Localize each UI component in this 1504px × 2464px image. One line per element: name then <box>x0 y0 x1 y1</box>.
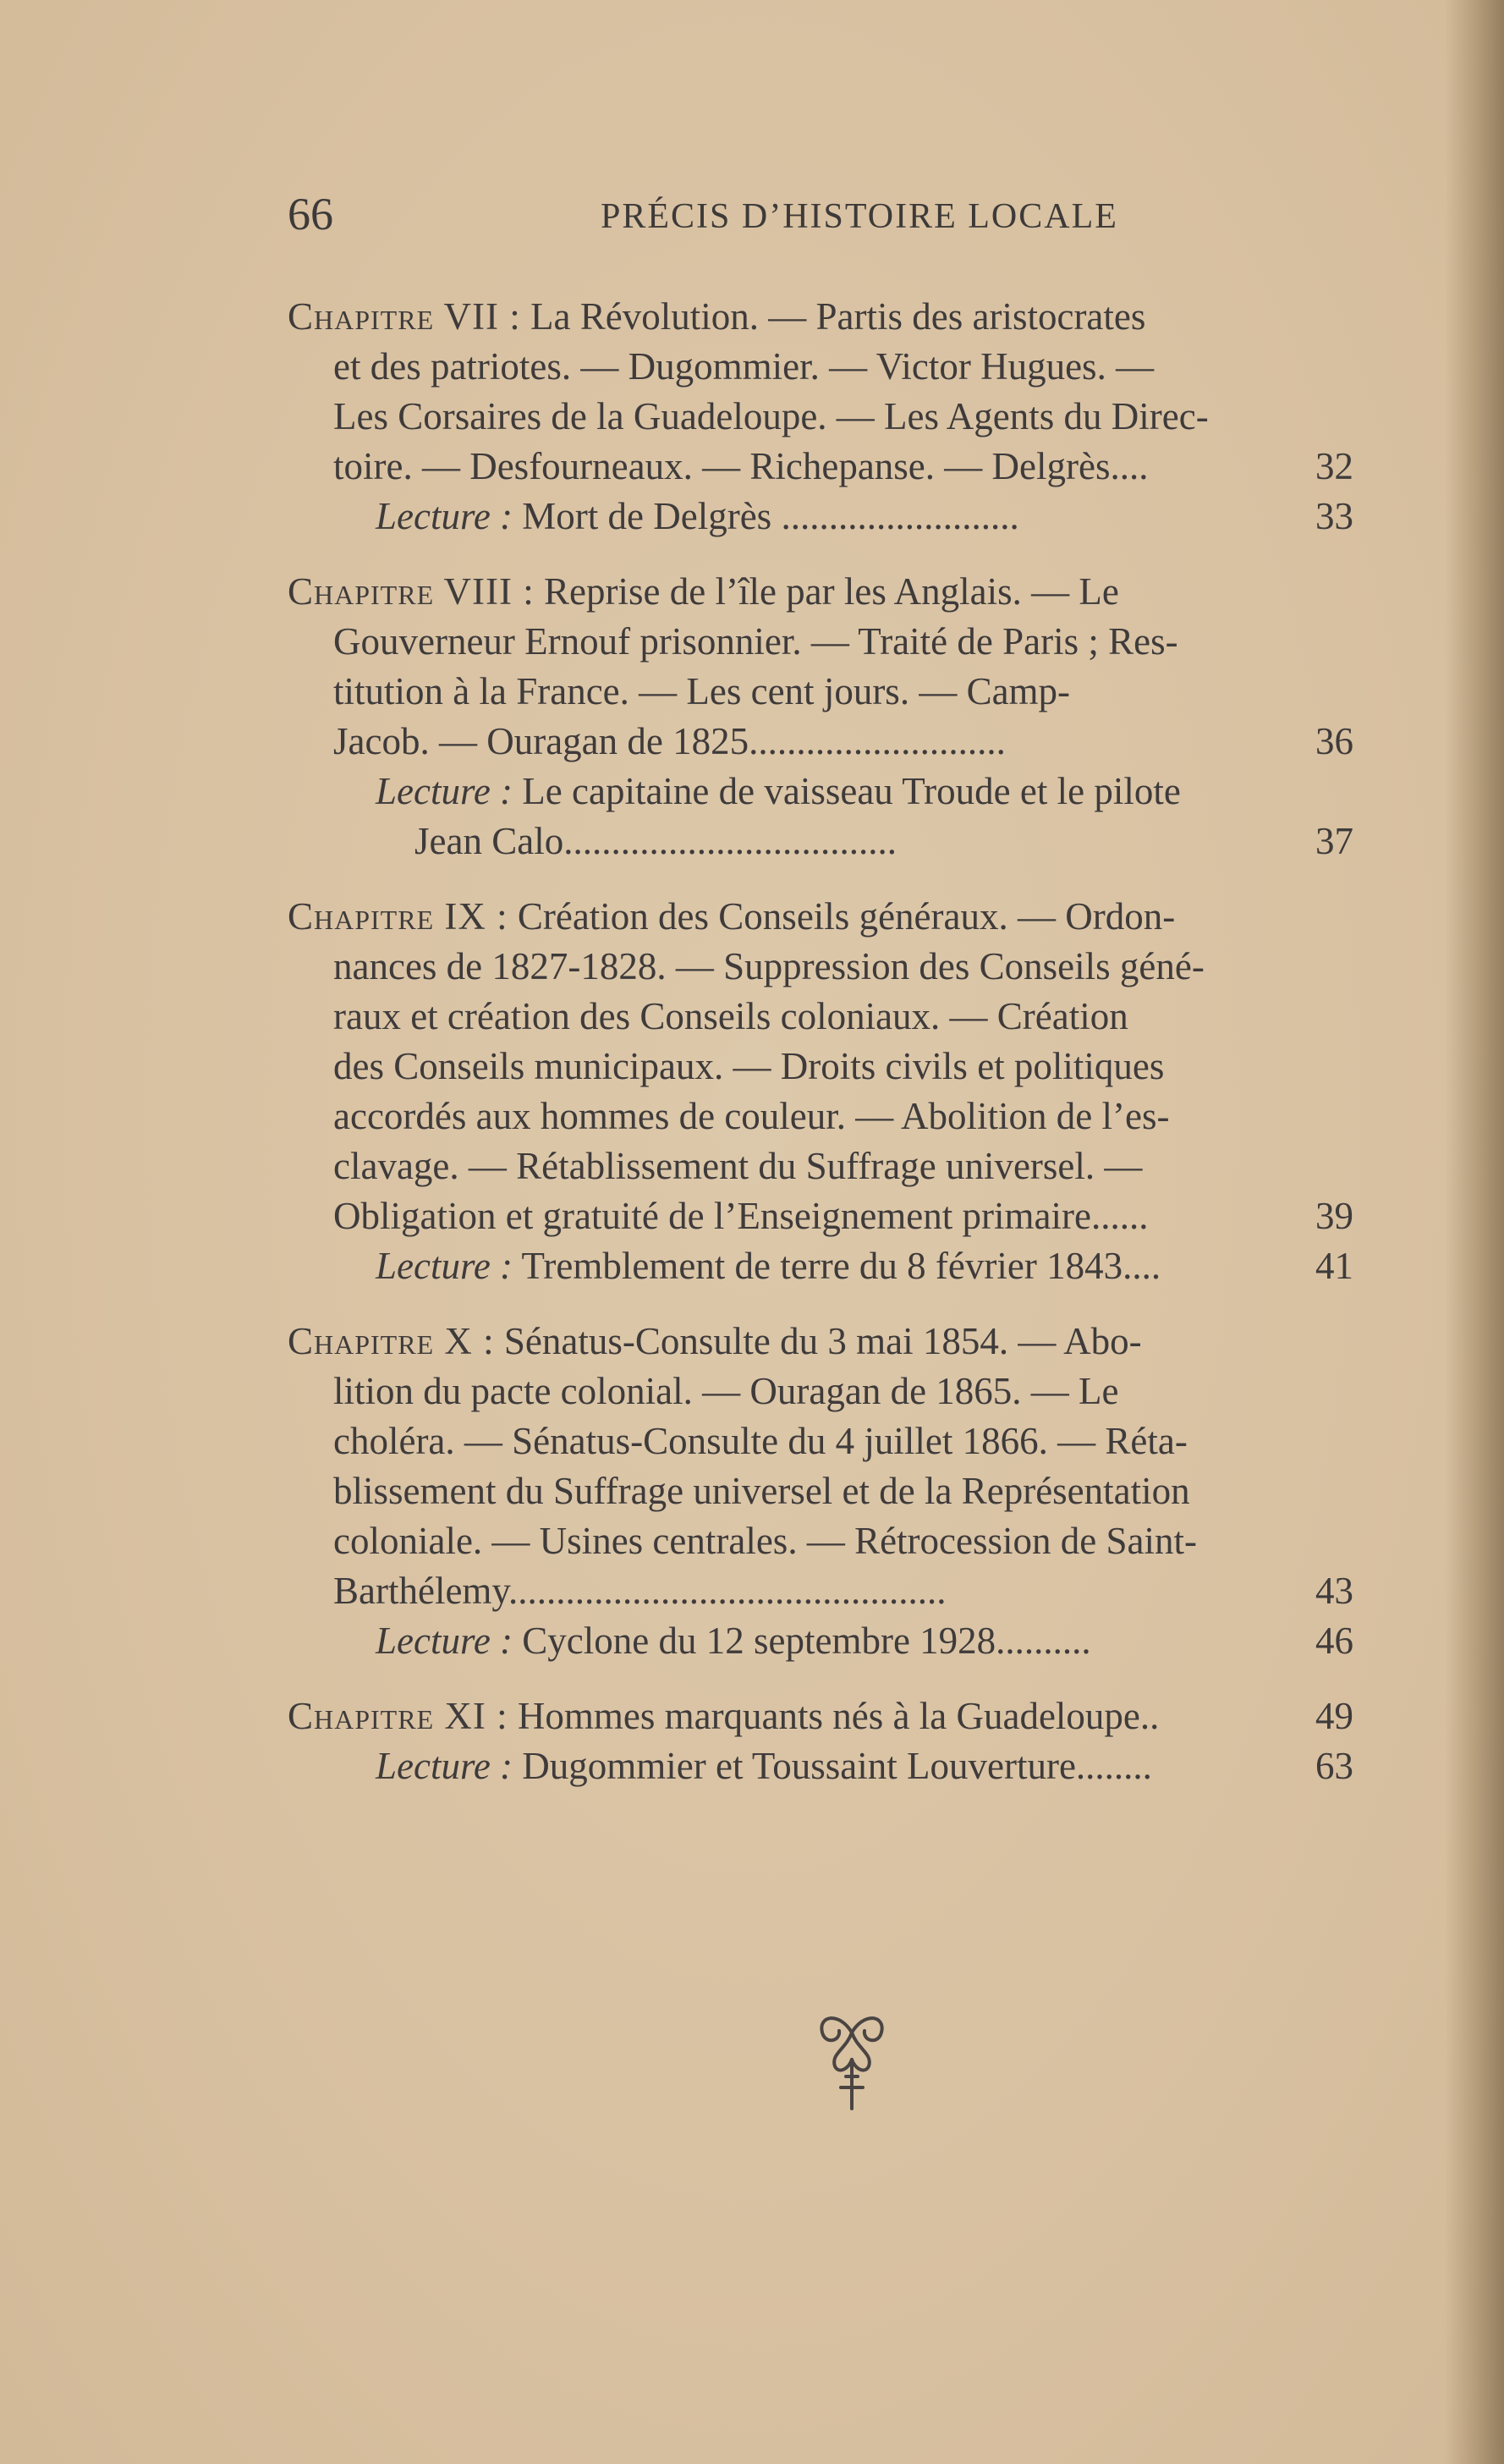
toc-line <box>288 817 1353 866</box>
lecture-label: Lecture : <box>376 1620 513 1662</box>
line-text: Hommes marquants nés à la Guadeloupe.. <box>508 1695 1160 1737</box>
toc-line <box>288 442 1353 492</box>
toc-line <box>288 1466 1353 1516</box>
toc-entry-chapter-8 <box>288 567 1387 866</box>
toc-line <box>288 1141 1353 1191</box>
page-ref: 49 <box>1315 1695 1353 1737</box>
lecture-label: Lecture : <box>376 495 513 537</box>
line-text: Jean Calo................................... <box>414 820 897 862</box>
line-text: Le capitaine de vaisseau Troude et le pilote <box>513 770 1181 812</box>
line-text: lition du pacte colonial. — Ouragan de 1865. — Le <box>333 1370 1119 1412</box>
toc-line <box>288 942 1353 992</box>
toc-line <box>288 1516 1353 1566</box>
toc-line <box>288 492 1353 542</box>
line-text: Tremblement de terre du 8 février 1843.... <box>513 1245 1161 1287</box>
page-ref: 37 <box>1315 820 1353 862</box>
line-text: raux et création des Conseils coloniaux. — Création <box>333 995 1128 1037</box>
toc-entry-chapter-10 <box>288 1317 1387 1666</box>
line-text: Reprise de l’île par les Anglais. — Le <box>534 570 1119 613</box>
page-ref: 33 <box>1315 495 1353 537</box>
line-text: Barthélemy.............................................. <box>333 1570 947 1612</box>
line-text: La Révolution. — Partis des aristocrates <box>520 295 1146 338</box>
toc-line <box>288 1241 1353 1291</box>
toc-entry-chapter-7 <box>288 292 1387 542</box>
page-ref: 41 <box>1315 1245 1353 1287</box>
toc-line <box>288 667 1353 717</box>
page-edge-shadow <box>1445 0 1504 2464</box>
toc-line <box>288 392 1353 442</box>
line-text: clavage. — Rétablissement du Suffrage universel. — <box>333 1145 1143 1187</box>
page-number: 66 <box>288 189 333 239</box>
toc-line <box>288 292 1353 342</box>
toc-line <box>288 1691 1353 1741</box>
running-title: PRÉCIS D’HISTOIRE LOCALE <box>601 197 1118 236</box>
line-text: accordés aux hommes de couleur. — Abolition de l’es- <box>333 1095 1170 1137</box>
chapter-label: Chapitre X : <box>288 1320 495 1362</box>
toc-line <box>288 1566 1353 1616</box>
toc-entry-chapter-11 <box>288 1691 1387 1791</box>
toc-line <box>288 1367 1353 1416</box>
toc-line <box>288 992 1353 1042</box>
toc-line <box>288 1092 1353 1141</box>
line-text: titution à la France. — Les cent jours. — Camp- <box>333 670 1071 712</box>
page-ref: 43 <box>1315 1570 1353 1612</box>
lecture-label: Lecture : <box>376 770 513 812</box>
toc-line <box>288 1191 1353 1241</box>
toc-line <box>288 767 1353 817</box>
toc-line <box>288 342 1353 392</box>
line-text: Les Corsaires de la Guadeloupe. — Les Agents du Direc- <box>333 395 1209 437</box>
lecture-label: Lecture : <box>376 1745 513 1787</box>
line-text: Obligation et gratuité de l’Enseignement primaire...... <box>333 1195 1149 1237</box>
page-ref: 32 <box>1315 445 1353 487</box>
line-text: Gouverneur Ernouf prisonnier. — Traité de Paris ; Res- <box>333 620 1178 663</box>
line-text: Sénatus-Consulte du 3 mai 1854. — Abo- <box>494 1320 1142 1362</box>
line-text: Jacob. — Ouragan de 1825........................... <box>333 720 1006 762</box>
line-text: choléra. — Sénatus-Consulte du 4 juillet 1866. — Réta- <box>333 1420 1188 1462</box>
line-text: toire. — Desfourneaux. — Richepanse. — Delgrès.... <box>333 445 1149 487</box>
line-text: Dugommier et Toussaint Louverture........ <box>513 1745 1152 1787</box>
toc-line <box>288 1042 1353 1092</box>
page-ref: 36 <box>1315 720 1353 762</box>
chapter-label: Chapitre IX : <box>288 895 508 938</box>
line-text: des Conseils municipaux. — Droits civils et politiques <box>333 1045 1165 1087</box>
toc-line <box>288 567 1353 617</box>
page-ref: 46 <box>1315 1620 1353 1662</box>
chapter-label: Chapitre VII : <box>288 295 521 338</box>
page-ref: 63 <box>1315 1745 1353 1787</box>
line-text: nances de 1827-1828. — Suppression des Conseils géné- <box>333 945 1205 987</box>
line-text: blissement du Suffrage universel et de la Représentation <box>333 1470 1190 1512</box>
line-text: coloniale. — Usines centrales. — Rétrocession de Saint- <box>333 1520 1197 1562</box>
toc-line <box>288 1416 1353 1466</box>
page-ref: 39 <box>1315 1195 1353 1237</box>
toc-line <box>288 1616 1353 1666</box>
toc-entry-chapter-9 <box>288 892 1387 1291</box>
decorative-ornament-icon <box>814 2007 890 2117</box>
line-text: Création des Conseils généraux. — Ordon- <box>508 895 1176 938</box>
toc-line <box>288 1741 1353 1791</box>
lecture-label: Lecture : <box>376 1245 513 1287</box>
table-of-contents <box>288 292 1387 1817</box>
chapter-label: Chapitre XI : <box>288 1695 508 1737</box>
line-text: et des patriotes. — Dugommier. — Victor Hugues. — <box>333 345 1155 388</box>
chapter-label: Chapitre VIII : <box>288 570 535 613</box>
line-text: Mort de Delgrès ......................... <box>513 495 1019 537</box>
toc-line <box>288 892 1353 942</box>
toc-line <box>288 617 1353 667</box>
line-text: Cyclone du 12 septembre 1928.......... <box>513 1620 1091 1662</box>
toc-line <box>288 1317 1353 1367</box>
toc-line <box>288 717 1353 767</box>
page-header <box>288 188 1370 247</box>
